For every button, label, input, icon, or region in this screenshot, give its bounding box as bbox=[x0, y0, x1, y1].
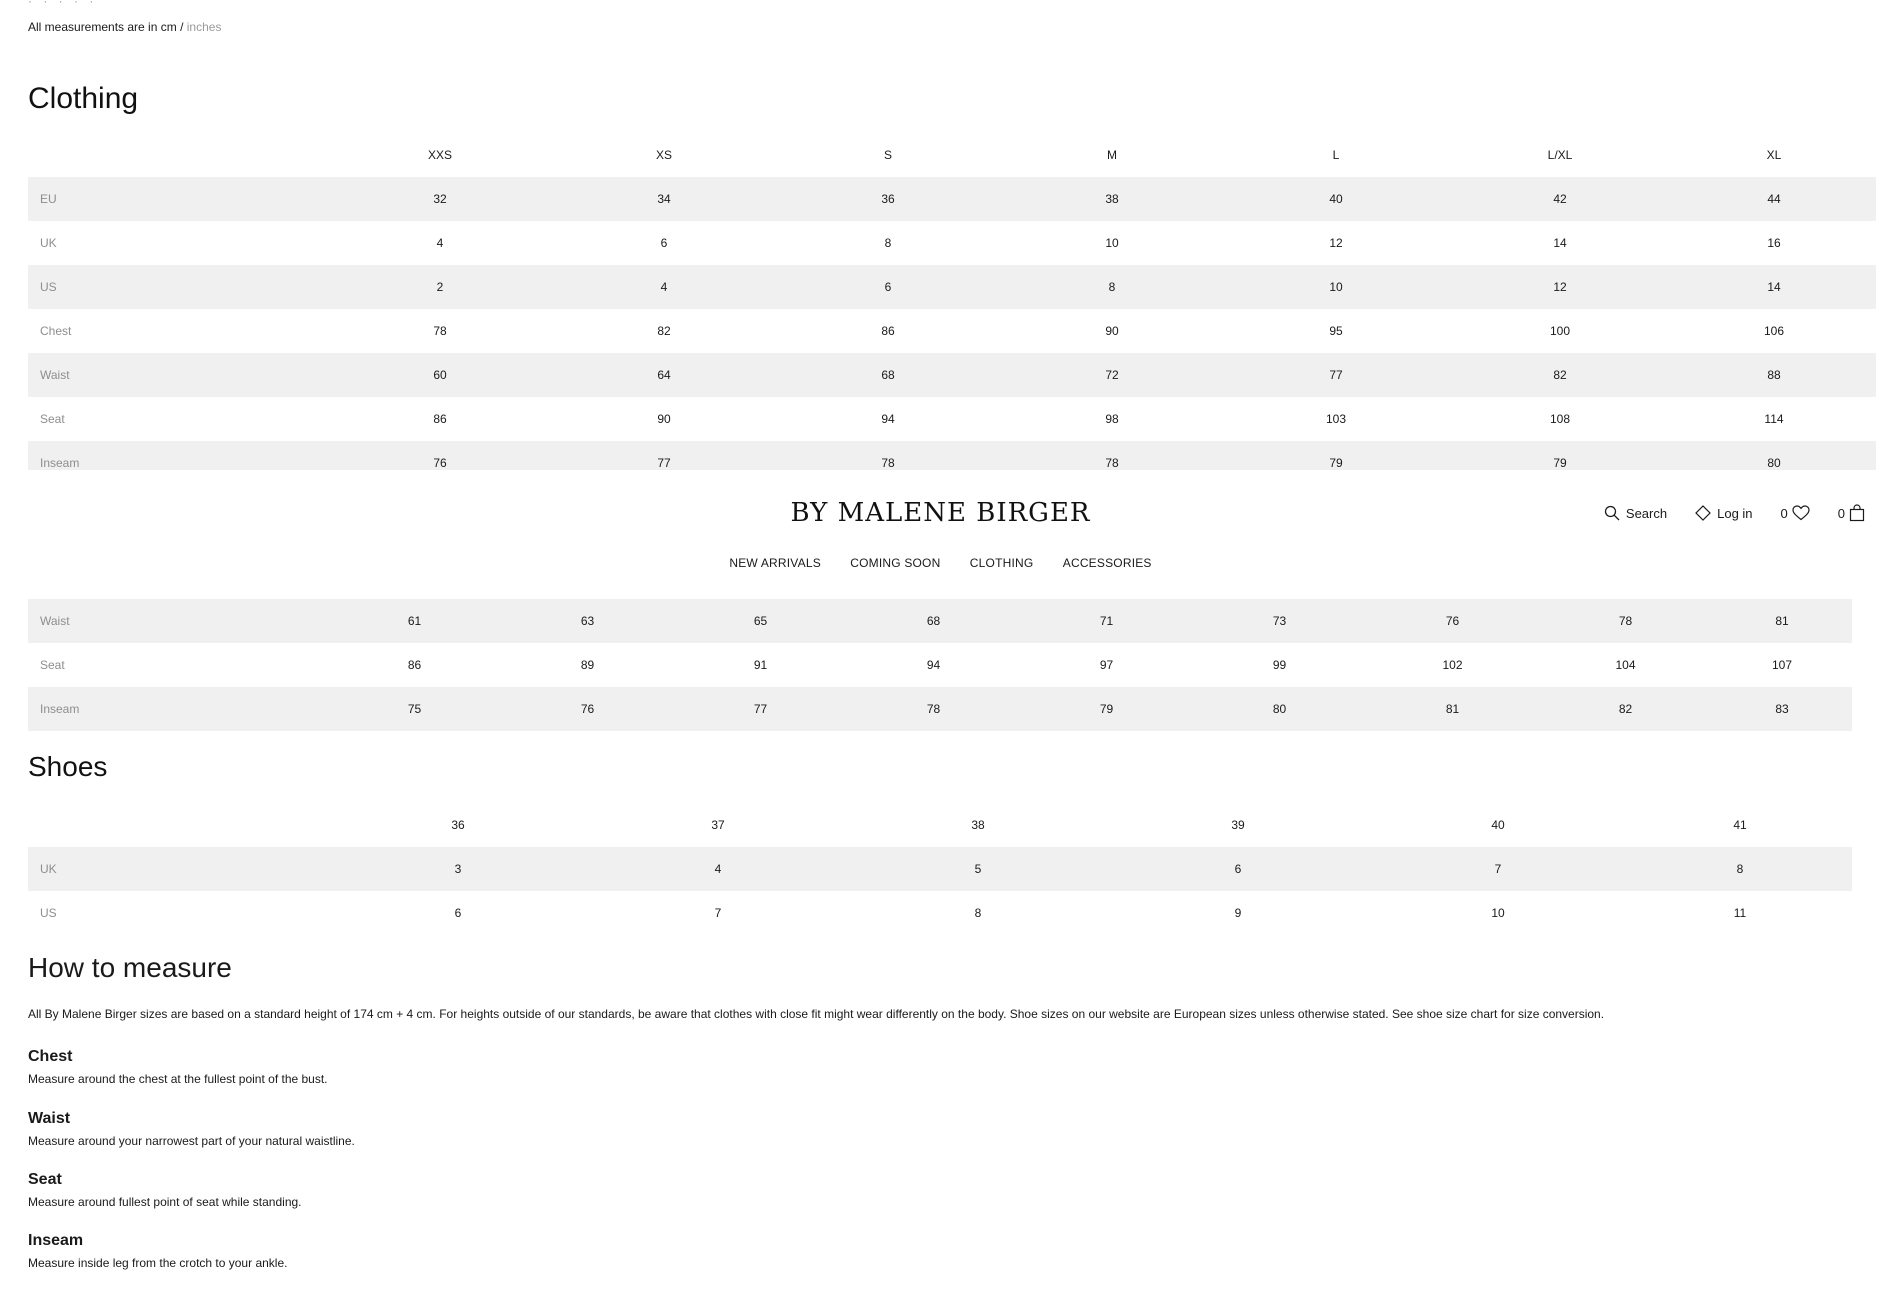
table-cell: 102 bbox=[1442, 658, 1463, 672]
shoes-title: Shoes bbox=[28, 751, 108, 782]
table-cell: 79 bbox=[1224, 441, 1448, 470]
table-cell: 91 bbox=[753, 658, 768, 672]
row-label: UK bbox=[28, 847, 328, 891]
table-cell: 77 bbox=[674, 687, 847, 731]
table-row bbox=[28, 353, 1876, 397]
table-cell: 77 bbox=[1224, 353, 1448, 397]
unit-cm[interactable]: cm bbox=[160, 20, 177, 34]
table-cell: 6 bbox=[454, 906, 462, 920]
cut-off-stars: · · · · · bbox=[28, 0, 98, 8]
table-row bbox=[28, 441, 1876, 470]
table-cell: 10 bbox=[1105, 236, 1119, 250]
table-cell: 38 bbox=[1000, 177, 1224, 221]
nav-item-accessories[interactable]: ACCESSORIES bbox=[1062, 556, 1152, 570]
size-header: XXS bbox=[427, 148, 452, 162]
table-cell: 86 bbox=[433, 412, 447, 426]
main-nav bbox=[0, 556, 1881, 570]
row-label: Inseam bbox=[28, 441, 328, 470]
size-header: L bbox=[1332, 148, 1340, 162]
table-cell: 9 bbox=[1234, 906, 1242, 920]
size-header: 38 bbox=[971, 818, 985, 832]
table-cell: 104 bbox=[1615, 658, 1636, 672]
table-cell: 12 bbox=[1448, 265, 1672, 309]
row-label: Seat bbox=[40, 658, 65, 672]
table-row bbox=[28, 397, 1876, 441]
table-cell: 90 bbox=[1105, 324, 1119, 338]
table-cell: 75 bbox=[328, 687, 501, 731]
table-row bbox=[28, 643, 1852, 687]
table-cell: 100 bbox=[1549, 324, 1571, 338]
search-button[interactable] bbox=[1604, 505, 1667, 521]
row-label: US bbox=[40, 906, 57, 920]
header-actions bbox=[1576, 504, 1865, 522]
size-header: XS bbox=[655, 148, 672, 162]
table-cell: 98 bbox=[1105, 412, 1119, 426]
heart-icon bbox=[1792, 505, 1810, 521]
table-cell: 78 bbox=[1539, 599, 1712, 643]
size-header: S bbox=[883, 148, 892, 162]
site-header bbox=[0, 470, 1881, 598]
table-cell: 5 bbox=[848, 847, 1108, 891]
table-cell: 12 bbox=[1329, 236, 1343, 250]
size-guide-top-region bbox=[0, 0, 1881, 470]
table-cell: 88 bbox=[1672, 353, 1876, 397]
measure-item-waist bbox=[28, 1110, 355, 1148]
table-cell: 6 bbox=[1108, 847, 1368, 891]
login-label: Log in bbox=[1717, 505, 1753, 521]
table-cell: 103 bbox=[1325, 412, 1347, 426]
table-cell: 90 bbox=[657, 412, 671, 426]
size-header: 39 bbox=[1231, 818, 1245, 832]
table-row bbox=[28, 891, 1852, 935]
how-to-measure-title: How to measure bbox=[28, 952, 232, 983]
table-cell: 89 bbox=[580, 658, 595, 672]
table-cell: 68 bbox=[776, 353, 1000, 397]
table-cell: 7 bbox=[714, 906, 722, 920]
header-cell-empty bbox=[28, 803, 328, 847]
diamond-icon bbox=[1695, 505, 1711, 521]
table-row bbox=[28, 265, 1876, 309]
brand-logo[interactable]: BY MALENE BIRGER bbox=[790, 498, 1091, 528]
table-cell: 10 bbox=[1491, 906, 1505, 920]
table-cell: 4 bbox=[436, 236, 444, 250]
table-cell: 86 bbox=[881, 324, 895, 338]
measure-item-desc: Measure around the chest at the fullest point of the bust. bbox=[28, 1072, 328, 1086]
table-cell: 78 bbox=[776, 441, 1000, 470]
table-cell: 80 bbox=[1193, 687, 1366, 731]
table-cell: 16 bbox=[1767, 236, 1781, 250]
table-cell: 3 bbox=[328, 847, 588, 891]
table-cell: 81 bbox=[1366, 687, 1539, 731]
table-cell: 82 bbox=[1539, 687, 1712, 731]
table-cell: 40 bbox=[1224, 177, 1448, 221]
table-cell: 10 bbox=[1224, 265, 1448, 309]
table-cell: 81 bbox=[1712, 599, 1852, 643]
table-cell: 77 bbox=[552, 441, 776, 470]
pants-size-table bbox=[28, 599, 1852, 731]
clothing-title: Clothing bbox=[28, 82, 139, 115]
measure-item-seat bbox=[28, 1171, 302, 1209]
table-cell: 86 bbox=[407, 658, 422, 672]
size-header: 40 bbox=[1491, 818, 1505, 832]
table-cell: 65 bbox=[674, 599, 847, 643]
unit-inches[interactable]: inches bbox=[186, 20, 222, 34]
table-cell: 82 bbox=[1448, 353, 1672, 397]
table-cell: 76 bbox=[501, 687, 674, 731]
table-cell: 72 bbox=[1000, 353, 1224, 397]
measure-item-title: Inseam bbox=[28, 1232, 84, 1249]
table-cell: 44 bbox=[1672, 177, 1876, 221]
unit-separator: / bbox=[180, 20, 184, 34]
cart-button[interactable] bbox=[1838, 504, 1865, 522]
nav-item-coming-soon[interactable]: COMING SOON bbox=[850, 556, 941, 570]
table-cell: 8 bbox=[1000, 265, 1224, 309]
row-label: UK bbox=[40, 236, 57, 250]
table-cell: 80 bbox=[1672, 441, 1876, 470]
table-cell: 78 bbox=[433, 324, 447, 338]
table-row bbox=[28, 599, 1852, 643]
table-cell: 63 bbox=[501, 599, 674, 643]
table-cell: 114 bbox=[1764, 412, 1784, 426]
table-cell: 7 bbox=[1368, 847, 1628, 891]
nav-item-new-arrivals[interactable]: NEW ARRIVALS bbox=[729, 556, 821, 570]
table-cell: 14 bbox=[1553, 236, 1567, 250]
cart-count: 0 bbox=[1837, 505, 1845, 521]
shoes-size-table bbox=[28, 803, 1852, 935]
table-cell: 82 bbox=[657, 324, 671, 338]
size-header: L/XL bbox=[1547, 148, 1573, 162]
search-icon bbox=[1604, 505, 1620, 521]
clothing-header-row bbox=[28, 133, 1876, 177]
table-row bbox=[28, 847, 1852, 891]
table-row bbox=[28, 221, 1876, 265]
table-cell: 4 bbox=[552, 265, 776, 309]
row-label: Waist bbox=[28, 599, 328, 643]
table-cell: 94 bbox=[881, 412, 895, 426]
measure-item-desc: Measure inside leg from the crotch to your ankle. bbox=[28, 1256, 288, 1270]
table-cell: 95 bbox=[1329, 324, 1343, 338]
unit-toggle bbox=[28, 20, 221, 34]
table-row bbox=[28, 309, 1876, 353]
table-cell: 79 bbox=[1020, 687, 1193, 731]
shopping-bag-icon bbox=[1849, 504, 1865, 522]
row-label: EU bbox=[28, 177, 328, 221]
measure-item-chest bbox=[28, 1048, 328, 1086]
measure-item-desc: Measure around your narrowest part of your natural waistline. bbox=[28, 1134, 355, 1148]
table-cell: 6 bbox=[776, 265, 1000, 309]
size-header: 36 bbox=[451, 818, 465, 832]
table-cell: 8 bbox=[974, 906, 982, 920]
table-cell: 71 bbox=[1020, 599, 1193, 643]
table-row bbox=[28, 177, 1876, 221]
measure-item-title: Waist bbox=[28, 1110, 71, 1127]
shoes-header-row bbox=[28, 803, 1852, 847]
table-cell: 42 bbox=[1448, 177, 1672, 221]
table-cell: 2 bbox=[328, 265, 552, 309]
table-cell: 61 bbox=[328, 599, 501, 643]
row-label: Chest bbox=[40, 324, 72, 338]
table-cell: 97 bbox=[1099, 658, 1114, 672]
table-cell: 78 bbox=[1000, 441, 1224, 470]
table-cell: 106 bbox=[1763, 324, 1785, 338]
measure-item-title: Chest bbox=[28, 1048, 73, 1065]
login-button[interactable] bbox=[1695, 505, 1752, 521]
table-cell: 73 bbox=[1193, 599, 1366, 643]
table-cell: 94 bbox=[926, 658, 941, 672]
table-cell: 32 bbox=[328, 177, 552, 221]
row-label: Waist bbox=[28, 353, 328, 397]
table-cell: 8 bbox=[884, 236, 892, 250]
table-cell: 8 bbox=[1628, 847, 1852, 891]
row-label: Inseam bbox=[28, 687, 328, 731]
measure-item-inseam bbox=[28, 1232, 287, 1270]
clothing-size-table bbox=[28, 133, 1876, 470]
table-cell: 60 bbox=[328, 353, 552, 397]
measure-item-title: Seat bbox=[28, 1171, 62, 1188]
unit-prefix: All measurements are in bbox=[28, 20, 158, 34]
measure-item-desc: Measure around fullest point of seat while standing. bbox=[28, 1195, 302, 1209]
table-cell: 14 bbox=[1672, 265, 1876, 309]
size-header: XL bbox=[1766, 148, 1782, 162]
table-cell: 76 bbox=[328, 441, 552, 470]
size-header: M bbox=[1107, 148, 1117, 162]
measure-intro: All By Malene Birger sizes are based on a standard height of 174 cm + 4 cm. For heights outside of our standards, be aware that clothes with close fit might wear differently on the body. Shoe sizes on our website are European sizes unless otherwise stated. See shoe size chart for size conversion. bbox=[28, 1007, 1605, 1021]
table-cell: 78 bbox=[847, 687, 1020, 731]
size-header: 41 bbox=[1733, 818, 1747, 832]
table-cell: 6 bbox=[660, 236, 668, 250]
table-cell: 11 bbox=[1733, 906, 1747, 920]
nav-item-clothing[interactable]: CLOTHING bbox=[969, 556, 1034, 570]
table-cell: 79 bbox=[1448, 441, 1672, 470]
table-cell: 34 bbox=[552, 177, 776, 221]
table-cell: 99 bbox=[1272, 658, 1287, 672]
table-cell: 64 bbox=[552, 353, 776, 397]
table-cell: 83 bbox=[1712, 687, 1852, 731]
table-row bbox=[28, 687, 1852, 731]
table-cell: 68 bbox=[847, 599, 1020, 643]
table-cell: 107 bbox=[1771, 658, 1793, 672]
header-cell-empty bbox=[28, 133, 328, 177]
table-cell: 76 bbox=[1366, 599, 1539, 643]
table-cell: 4 bbox=[588, 847, 848, 891]
wishlist-button[interactable] bbox=[1781, 505, 1810, 521]
size-header: 37 bbox=[711, 818, 725, 832]
table-cell: 108 bbox=[1549, 412, 1571, 426]
row-label: US bbox=[28, 265, 328, 309]
table-cell: 36 bbox=[776, 177, 1000, 221]
wishlist-count: 0 bbox=[1780, 505, 1788, 521]
search-label: Search bbox=[1625, 505, 1668, 521]
row-label: Seat bbox=[40, 412, 65, 426]
